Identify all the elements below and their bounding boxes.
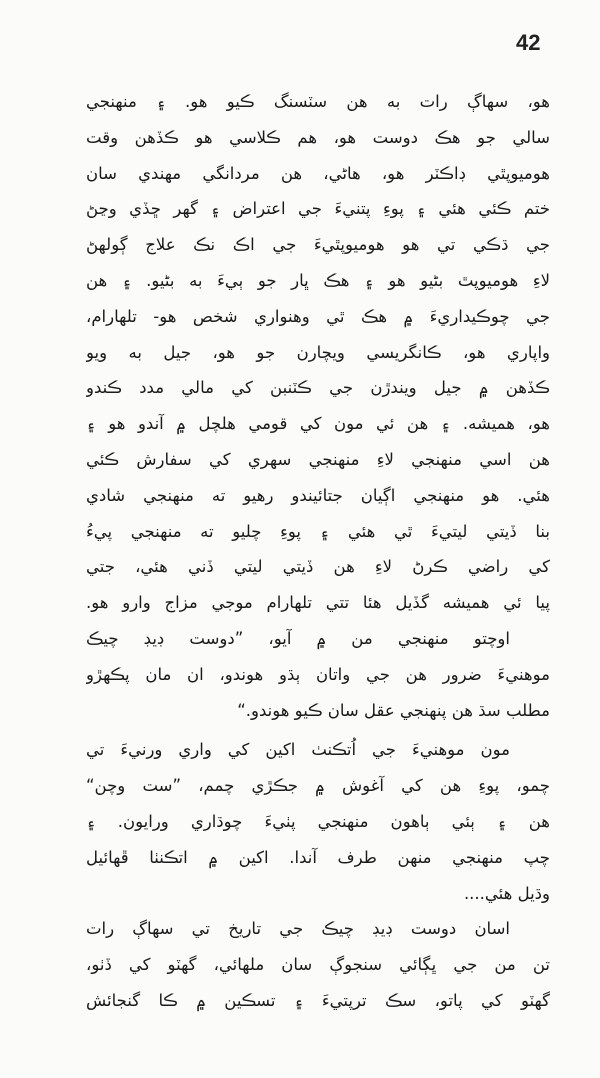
text-line: هئي. هو منهنجي اڳيان جتائيندو رهيو ته منهنجي شادي <box>86 485 550 505</box>
text-line: ڪڏهن ۾ جيل ويندڙن جي ڪٽنبن کي مالي مدد ڪندو <box>86 378 550 398</box>
text-line: اسان دوست ڊيڊ چيڪ جي تاريخ تي سهاڳ رات <box>86 919 510 939</box>
text-line: جي چوڪيداريءَ ۾ هڪ ٿي وهنواري شخص هو- تلهارام، <box>86 306 550 326</box>
text-line: سالي جو هڪ دوست هو، هم ڪلاسي هو ڪڏهن وقت <box>86 127 550 147</box>
text-line: مون موهنيءَ جي اُتڪنٺ اکين کي واري ورنيءَ تي <box>86 740 510 760</box>
text-line: واپاري هو، ڪانگريسي ويچارن جو هو، جيل به ويو <box>86 342 550 362</box>
text-line: بنا ڏيتي ليتيءَ ٿي هئي ۽ پوءِ چليو ته منهنجي پيءُ <box>86 521 550 541</box>
text-line: اوچتو منهنجي من ۾ آيو، ”دوست ڊيڊ چيڪ <box>86 628 510 648</box>
body-text <box>86 84 550 1019</box>
text-line: مطلب سڌ هن پنهنجي عقل سان ڪيو هوندو.“ <box>237 700 550 720</box>
text-line: وڌيل هئي.... <box>463 883 550 903</box>
text-line: هن اسي منهنجي لاءِ منهنجي سهري کي سفارش ڪئي <box>86 449 550 469</box>
text-line: جي ڌڪي تي هو هوميوپٿيءَ جي اڪ نڪ علاج ڳولهڻ <box>86 235 550 255</box>
text-line: هوميوپٿي ڊاڪٽر هو، هاڻي، هن مردانگي مهندي سان <box>86 163 550 183</box>
text-line: تن من جي ڀڳائي سنجوڳ سان ملهائي، گهٽو کي ڏٺو، <box>86 955 550 975</box>
page-number: 42 <box>516 30 541 55</box>
text-line: هو، هميشه. ۽ هن ئي مون کي قومي هلچل ۾ آندو هو ۽ <box>86 414 550 434</box>
text-line: پيا ئي هميشه گڏيل هئا تتي تلهارام موجي مزاج وارو هو. <box>86 593 550 613</box>
text-line: هو، سهاڳ رات به هن سٽسنگ ڪيو هو. ۽ منهنجي <box>86 92 550 111</box>
text-line: گهٽو کي پاتو، سڪ ترپتيءَ ۽ تسڪين ۾ ڪا گنجائش <box>86 990 550 1010</box>
text-line: چمو، پوءِ هن کي آغوش ۾ جڪڙي چمم، ”ست وچن“ <box>86 776 550 796</box>
text-line: چپ منهنجي منهن طرف آندا. اکين ۾ اتڪنٺا ڦهائيل <box>86 847 550 867</box>
text-line: موهنيءَ ضرور هن جي واتان ٻڌو هوندو، ان مان پڪهڙو <box>86 664 550 684</box>
text-line: ختم ڪئي هئي ۽ پوءِ پتنيءَ جي اعتراض ۽ گهر ڇڏي وڃڻ <box>86 199 550 219</box>
text-line: کي راضي ڪرڻ لاءِ هن ڏيتي ليتي ڏني هئي، جتي <box>86 557 550 577</box>
text-line: هن ۽ ٻئي ٻاهون منهنجي پٺيءَ چوڌاري ورايون. ۽ <box>86 811 550 831</box>
text-line: لاءِ هوميوپٿ بڻيو هو ۽ هڪ ڀار جو ٻيءَ به بڻيو. ۽ هن <box>86 270 550 290</box>
